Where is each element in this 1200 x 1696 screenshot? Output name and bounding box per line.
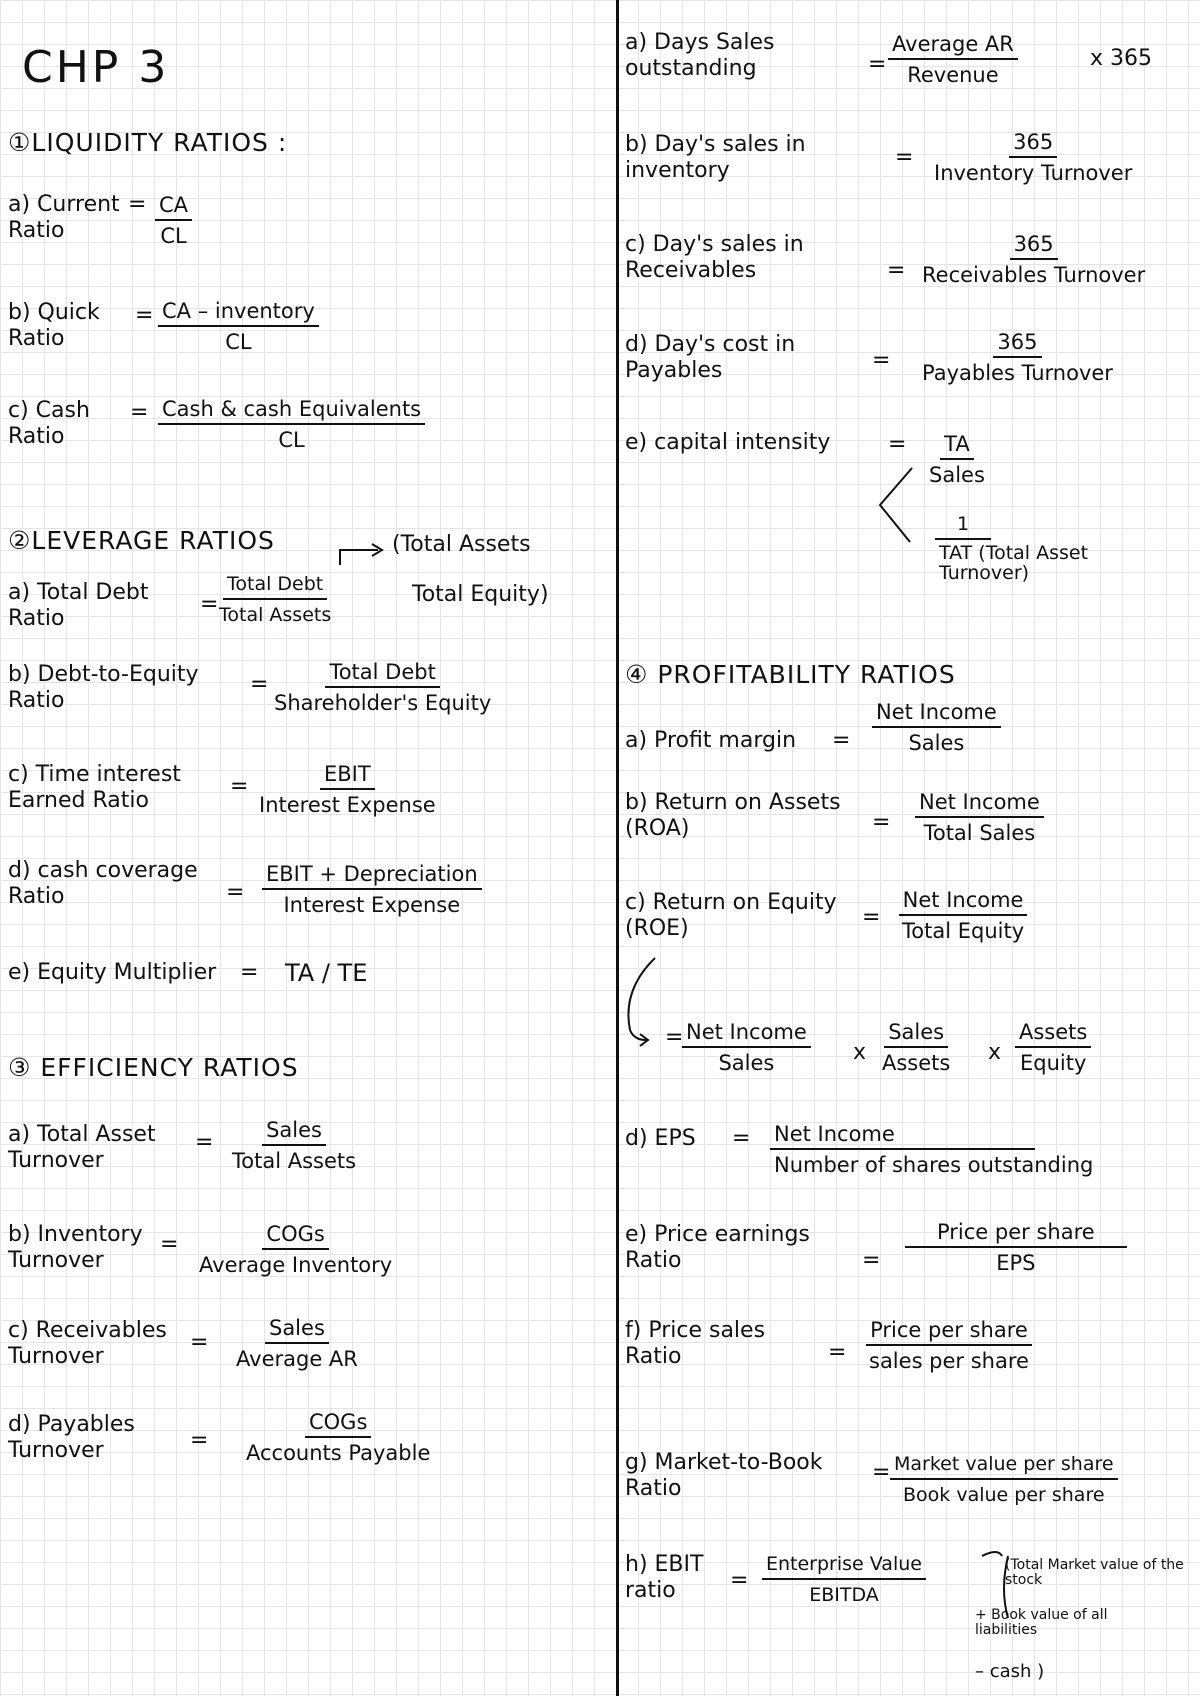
numerator: Total Debt <box>223 572 327 600</box>
equals-sign: = <box>230 774 249 799</box>
quick-ratio-label: b) Quick Ratio <box>8 300 100 351</box>
numerator: CA <box>155 193 192 221</box>
numerator: COGs <box>305 1410 371 1438</box>
days-sales-receivables-label: c) Day's sales in Receivables <box>625 232 804 283</box>
days-sales-inventory-label: b) Day's sales in inventory <box>625 132 806 183</box>
denominator: sales per share <box>869 1349 1029 1373</box>
leverage-heading: ②LEVERAGE RATIOS <box>8 526 275 555</box>
numerator: Net Income <box>915 790 1044 818</box>
equals-sign: = <box>135 303 154 328</box>
numerator: Cash & cash Equivalents <box>158 397 425 425</box>
equals-sign: = <box>862 1248 881 1273</box>
equals-sign: = <box>130 400 149 425</box>
denominator: Book value per share <box>903 1484 1105 1506</box>
times-sign: x <box>853 1040 867 1065</box>
receivables-turnover-label: c) Receivables Turnover <box>8 1318 167 1369</box>
price-sales-label: f) Price sales Ratio <box>625 1318 766 1369</box>
denominator: Assets <box>882 1051 951 1075</box>
equals-sign: = <box>868 52 887 77</box>
roa-label: b) Return on Assets (ROA) <box>625 790 841 841</box>
denominator: TAT (Total Asset Turnover) <box>939 542 1089 584</box>
numerator: Net Income <box>899 888 1028 916</box>
numerator: 365 <box>1009 130 1057 158</box>
denominator: EBITDA <box>809 1584 879 1606</box>
numerator: Market value per share <box>890 1452 1118 1480</box>
multiplier-365: x 365 <box>1090 46 1153 71</box>
denominator: Equity <box>1019 1051 1087 1075</box>
denominator: CL <box>160 224 187 248</box>
equals-sign: = <box>226 880 245 905</box>
capital-intensity-bracket <box>880 468 912 542</box>
numerator: Price per share <box>905 1220 1127 1248</box>
denominator: EPS <box>996 1251 1036 1275</box>
market-to-book-label: g) Market-to-Book Ratio <box>625 1450 823 1501</box>
numerator: 365 <box>993 330 1041 358</box>
numerator: Net Income <box>770 1122 1035 1150</box>
equity-multiplier-formula: TA / TE <box>285 959 368 987</box>
numerator: Sales <box>265 1316 329 1344</box>
numerator: Sales <box>884 1020 948 1048</box>
denominator: Interest Expense <box>283 893 461 917</box>
enterprise-value-note-2: + Book value of all liabilities <box>975 1607 1108 1638</box>
denominator: Interest Expense <box>259 793 436 817</box>
ebit-ratio-label: h) EBIT ratio <box>625 1552 704 1603</box>
numerator: Assets <box>1015 1020 1091 1048</box>
denominator: CL <box>278 428 305 452</box>
denominator: Accounts Payable <box>246 1441 431 1465</box>
denominator: Shareholder's Equity <box>274 691 492 715</box>
current-ratio-label: a) Current Ratio <box>8 192 120 243</box>
denominator: Average AR <box>236 1347 358 1371</box>
total-equity-note: Total Equity) <box>412 582 549 607</box>
numerator: CA – inventory <box>158 299 319 327</box>
numerator: 365 <box>1010 232 1058 260</box>
equals-sign: = <box>872 1460 891 1485</box>
equals-sign: = <box>872 348 891 373</box>
equals-sign: = <box>160 1232 179 1257</box>
denominator: Total Equity <box>902 919 1025 943</box>
equity-multiplier-label: e) Equity Multiplier <box>8 960 217 985</box>
days-sales-outstanding-label: a) Days Sales outstanding <box>625 30 775 81</box>
numerator: Net Income <box>872 700 1001 728</box>
numerator: Price per share <box>866 1318 1032 1346</box>
equals-sign: = <box>190 1330 209 1355</box>
equals-sign: = <box>128 192 147 217</box>
numerator: Average AR <box>888 32 1018 60</box>
equals-sign: = <box>895 145 914 170</box>
enterprise-value-arrow <box>982 1552 1002 1556</box>
equals-sign: = <box>200 592 219 617</box>
denominator: CL <box>225 330 252 354</box>
efficiency-heading: ③ EFFICIENCY RATIOS <box>8 1053 299 1082</box>
numerator: EBIT + Depreciation <box>262 862 482 890</box>
denominator: Inventory Turnover <box>934 161 1133 185</box>
inventory-turnover-label: b) Inventory Turnover <box>8 1222 143 1273</box>
equals-sign: = <box>195 1130 214 1155</box>
equals-sign: = <box>888 432 907 457</box>
denominator: Number of shares outstanding <box>774 1153 1094 1177</box>
numerator: TA <box>940 432 974 460</box>
equals-sign: = <box>250 672 269 697</box>
denominator: Receivables Turnover <box>922 263 1146 287</box>
total-asset-turnover-label: a) Total Asset Turnover <box>8 1122 156 1173</box>
cash-coverage-label: d) cash coverage Ratio <box>8 858 198 909</box>
equals-sign: = <box>190 1428 209 1453</box>
enterprise-value-note-1: (Total Market value of the stock <box>1005 1557 1184 1588</box>
capital-intensity-label: e) capital intensity <box>625 430 831 455</box>
page-title: CHP 3 <box>22 42 170 93</box>
denominator: Sales <box>929 463 985 487</box>
equals-sign: = <box>240 960 259 985</box>
equals-sign: = <box>828 1340 847 1365</box>
denominator: Sales <box>908 731 965 755</box>
total-assets-note: (Total Assets <box>392 532 531 557</box>
roe-dupont-bracket <box>628 958 655 1040</box>
denominator: Total Sales <box>923 821 1036 845</box>
numerator: COGs <box>262 1222 328 1250</box>
times-sign: x <box>988 1040 1002 1065</box>
equals-sign: = <box>732 1126 751 1151</box>
price-earnings-label: e) Price earnings Ratio <box>625 1222 810 1273</box>
liquidity-heading: ①LIQUIDITY RATIOS : <box>8 128 288 157</box>
days-cost-payables-label: d) Day's cost in Payables <box>625 332 796 383</box>
profit-margin-label: a) Profit margin <box>625 728 797 753</box>
numerator: Sales <box>262 1118 326 1146</box>
denominator: Sales <box>718 1051 775 1075</box>
enterprise-value-bracket <box>1004 1556 1008 1618</box>
total-debt-ratio-label: a) Total Debt Ratio <box>8 580 149 631</box>
equals-sign: = <box>872 810 891 835</box>
debt-to-equity-label: b) Debt-to-Equity Ratio <box>8 662 199 713</box>
times-interest-earned-label: c) Time interest Earned Ratio <box>8 762 181 813</box>
total-assets-arrow <box>340 550 378 565</box>
eps-label: d) EPS <box>625 1126 696 1151</box>
enterprise-value-note-3: – cash ) <box>975 1661 1045 1682</box>
roe-label: c) Return on Equity (ROE) <box>625 890 837 941</box>
denominator: Payables Turnover <box>922 361 1113 385</box>
payables-turnover-label: d) Payables Turnover <box>8 1412 135 1463</box>
denominator: Average Inventory <box>199 1253 393 1277</box>
numerator: Net Income <box>682 1020 811 1048</box>
numerator: Enterprise Value <box>762 1552 926 1580</box>
cash-ratio-label: c) Cash Ratio <box>8 398 90 449</box>
numerator: 1 <box>935 512 991 540</box>
denominator: Revenue <box>907 63 999 87</box>
numerator: Total Debt <box>325 660 439 688</box>
equals-sign: = <box>887 258 906 283</box>
denominator: Total Assets <box>232 1149 357 1173</box>
profitability-heading: ④ PROFITABILITY RATIOS <box>625 660 956 689</box>
equals-sign: = <box>665 1025 684 1050</box>
equals-sign: = <box>730 1568 749 1593</box>
equals-sign: = <box>832 728 851 753</box>
numerator: EBIT <box>320 762 375 790</box>
equals-sign: = <box>862 905 881 930</box>
denominator: Total Assets <box>219 604 332 626</box>
